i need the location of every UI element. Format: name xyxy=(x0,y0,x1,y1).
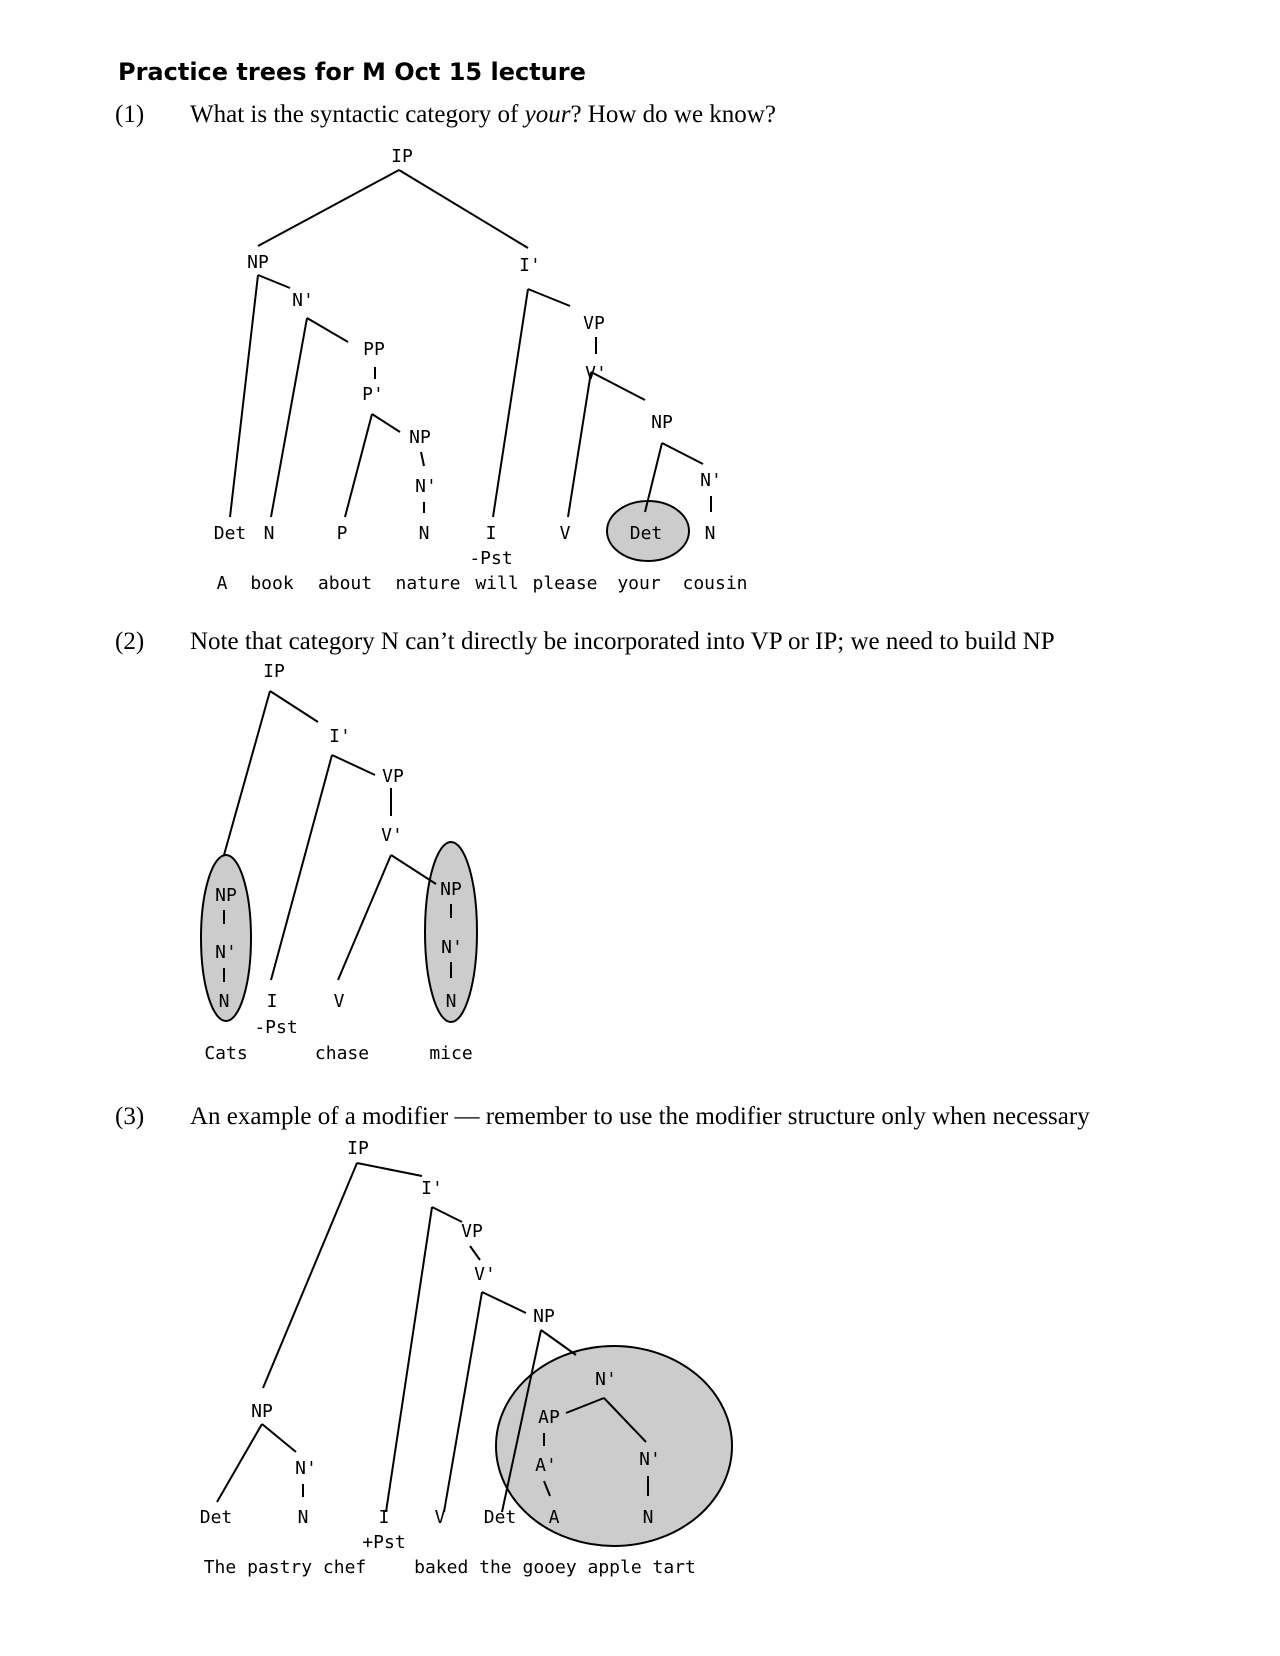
tree3-branch xyxy=(263,1163,357,1388)
tree-2 xyxy=(201,661,477,1064)
tree1-word: about xyxy=(317,573,373,594)
tree3-cat-det-object: Det xyxy=(483,1507,517,1528)
tree3-cat-n-object: N xyxy=(642,1507,654,1528)
tree3-branch xyxy=(217,1424,262,1502)
tree2-node-np-object: NP xyxy=(440,879,462,900)
tree2-word: mice xyxy=(429,1043,473,1064)
tree1-branch xyxy=(528,289,570,306)
tree1-branch xyxy=(230,275,258,517)
tree1-branch xyxy=(493,289,528,517)
tree3-branch xyxy=(386,1207,432,1512)
tree1-node-pbar: P' xyxy=(362,384,384,405)
tree3-branch xyxy=(444,1292,482,1512)
tree2-node-n-object: N xyxy=(445,991,457,1012)
tree1-word: please xyxy=(532,573,598,594)
tree3-tense: +Pst xyxy=(362,1532,406,1553)
tree2-word: Cats xyxy=(204,1043,248,1064)
tree1-cat-n-object: N xyxy=(418,523,430,544)
tree1-branch xyxy=(399,170,528,248)
tree1-node-nbar-object: N' xyxy=(415,476,437,497)
tree1-cat-det: Det xyxy=(213,523,247,544)
tree3-cat-det: Det xyxy=(199,1507,233,1528)
question-2-text: Note that category N can’t directly be incorporated into VP or IP; we need to build NP xyxy=(190,628,1055,655)
tree2-branch xyxy=(338,855,391,980)
tree2-node-nbar-object: N' xyxy=(441,937,463,958)
tree3-node-np-subject: NP xyxy=(251,1401,273,1422)
tree2-branch xyxy=(270,691,318,722)
tree1-branch xyxy=(307,318,348,342)
tree2-node-n-subject: N xyxy=(218,991,230,1012)
tree1-branch xyxy=(568,372,591,517)
tree1-branch xyxy=(372,414,400,432)
tree1-word: cousin xyxy=(682,573,748,594)
tree1-word: your xyxy=(617,573,661,594)
question-1-number: (1) xyxy=(115,101,145,128)
tree1-word: nature xyxy=(395,573,461,594)
tree3-node-nbar-lower: N' xyxy=(639,1449,661,1470)
tree3-node-ip: IP xyxy=(347,1138,369,1159)
tree1-cat-p: P xyxy=(336,523,348,544)
tree2-node-vp: VP xyxy=(382,766,404,787)
tree1-node-np-object: NP xyxy=(409,427,431,448)
tree3-branch xyxy=(262,1424,296,1452)
question-3-number: (3) xyxy=(115,1103,145,1130)
tree1-word: will xyxy=(475,573,519,594)
tree1-node-np: NP xyxy=(247,252,269,273)
tree1-node-nbar-vp: N' xyxy=(700,470,722,491)
tree3-node-abar: A' xyxy=(535,1455,557,1476)
tree2-branch xyxy=(391,855,436,884)
tree1-cat-v: V xyxy=(559,523,571,544)
tree3-branch xyxy=(470,1246,480,1260)
tree3-node-nbar-upper: N' xyxy=(595,1369,617,1390)
tree3-cat-v: V xyxy=(434,1507,446,1528)
tree3-node-vbar: V' xyxy=(474,1264,496,1285)
tree3-subject-words: The pastry chef xyxy=(203,1557,367,1578)
tree1-cat-det-highlighted: Det xyxy=(629,523,663,544)
tree1-node-ip: IP xyxy=(391,146,413,167)
question-3-text: An example of a modifier — remember to use the modifier structure only when necessary xyxy=(190,1103,1090,1130)
tree3-cat-a: A xyxy=(548,1507,560,1528)
tree1-word: A xyxy=(216,573,228,594)
tree1-branch xyxy=(662,443,703,464)
tree1-node-vp: VP xyxy=(583,313,605,334)
tree2-node-ibar: I' xyxy=(329,726,351,747)
tree1-node-nbar: N' xyxy=(292,290,314,311)
tree1-branch xyxy=(258,275,290,288)
tree1-branch xyxy=(345,414,372,517)
question-1-emphasis: your xyxy=(524,101,571,128)
tree2-tense: -Pst xyxy=(254,1017,298,1038)
tree1-branch xyxy=(258,170,399,246)
tree3-branch xyxy=(432,1207,462,1222)
tree3-node-nbar-subject: N' xyxy=(295,1458,317,1479)
tree1-node-ibar: I' xyxy=(519,255,541,276)
tree3-cat-i: I xyxy=(378,1507,390,1528)
tree1-branch xyxy=(421,452,424,466)
question-2-number: (2) xyxy=(115,628,145,655)
tree1-node-np-vp: NP xyxy=(651,412,673,433)
tree-3 xyxy=(200,1138,732,1578)
tree2-branch xyxy=(271,755,332,980)
tree1-branch xyxy=(271,318,307,517)
tree1-node-vbar: V' xyxy=(585,363,607,384)
tree3-branch xyxy=(541,1330,576,1355)
tree2-node-vbar: V' xyxy=(381,825,403,846)
tree1-node-pp: PP xyxy=(363,339,385,360)
tree3-cat-n: N xyxy=(297,1507,309,1528)
tree2-node-ip: IP xyxy=(263,661,285,682)
tree1-tense: -Pst xyxy=(469,548,513,569)
question-1-text: What is the syntactic category of your? How do we know? xyxy=(190,101,776,128)
tree3-branch xyxy=(357,1163,422,1176)
tree2-branch xyxy=(332,755,375,775)
tree2-word: chase xyxy=(314,1043,370,1064)
tree1-cat-n-vp: N xyxy=(704,523,716,544)
tree1-word: book xyxy=(250,573,294,594)
tree-1 xyxy=(214,146,748,594)
tree1-cat-n: N xyxy=(263,523,275,544)
tree3-node-vp: VP xyxy=(461,1221,483,1242)
tree2-node-np-subject: NP xyxy=(215,885,237,906)
page-title: Practice trees for M Oct 15 lecture xyxy=(118,58,586,86)
tree2-cat-v: V xyxy=(333,991,345,1012)
tree3-node-ap: AP xyxy=(538,1407,560,1428)
tree3-branch xyxy=(482,1292,526,1313)
tree3-node-ibar: I' xyxy=(421,1178,443,1199)
tree2-cat-i: I xyxy=(266,991,278,1012)
tree2-node-nbar-subject: N' xyxy=(215,942,237,963)
tree2-branch xyxy=(224,691,270,855)
tree3-node-np-object: NP xyxy=(533,1306,555,1327)
tree3-predicate-words: baked the gooey apple tart xyxy=(414,1557,696,1578)
tree1-cat-i: I xyxy=(485,523,497,544)
